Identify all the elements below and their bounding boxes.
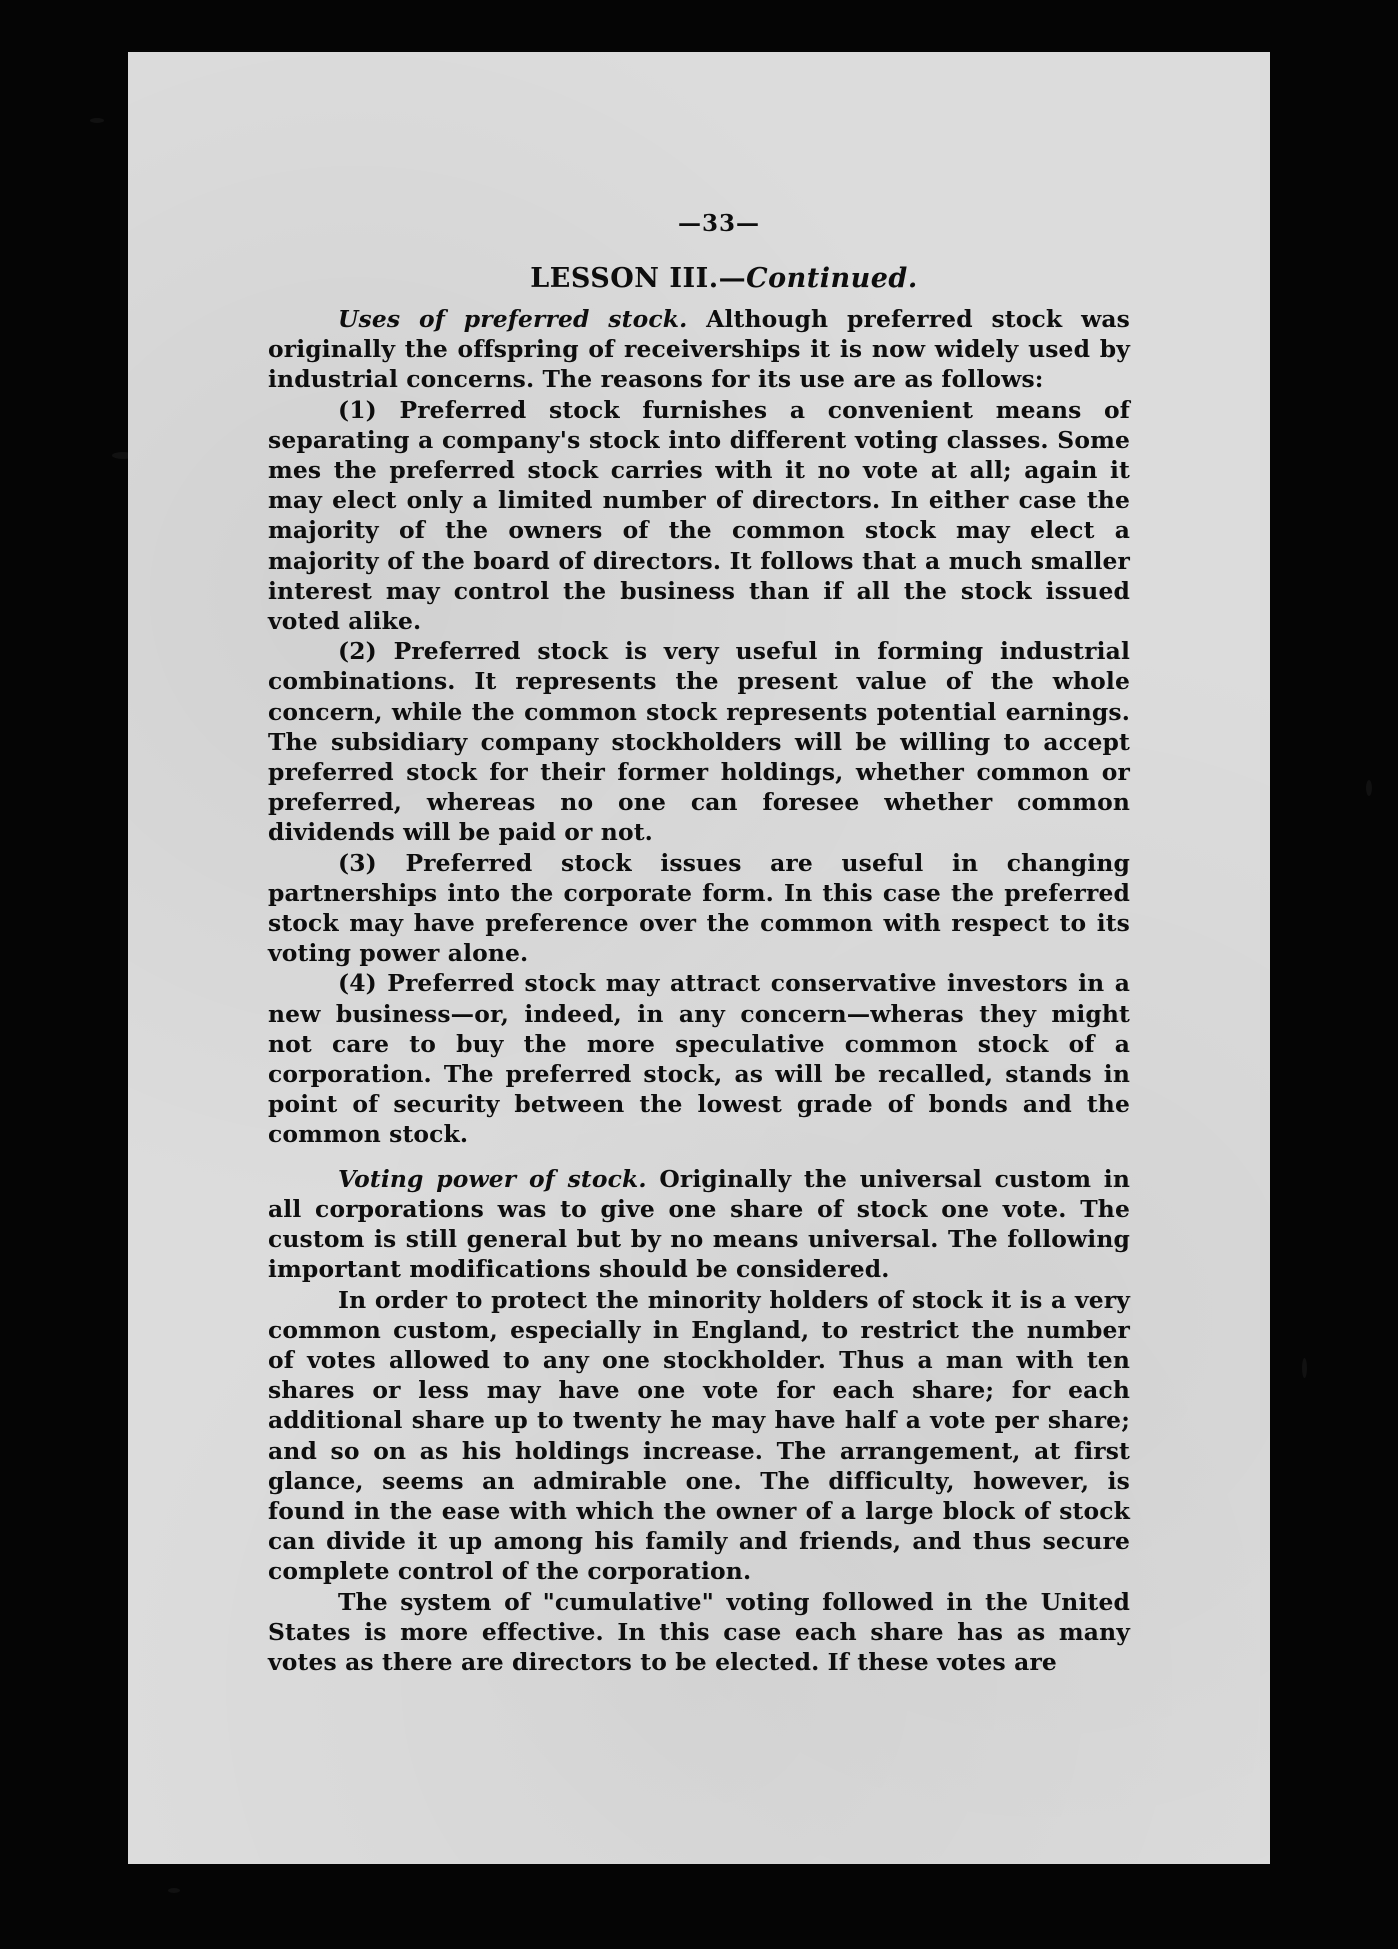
paragraph-point-1 <box>268 395 1130 637</box>
paragraph-text: (3) Preferred stock issues are useful in changing partnerships into the corporate form. In this case the preferred stock may have preference over the common with respect to its voting power alone. <box>268 848 1130 968</box>
paragraph-text: (4) Preferred stock may attract conservative investors in a new business—or, indeed, in any concern—wheras they might not care to buy the more speculative common stock of a corporation. The preferred stock, as will be recalled, stands in point of security between the lowest grade of bonds and the common stock. <box>268 969 1130 1149</box>
paragraph-text: In order to protect the minority holders of stock it is a very common custom, especially in England, to restrict the number of votes allowed to any one stockholder. Thus a man with ten shares or less may have one vote for each share; for each additional share up to twenty he may have half a vote per share; and so on as his holdings increase. The arrangement, at first glance, seems an admirable one. The difficulty, however, is found in the ease with which the owner of a large block of stock can divide it up among his family and friends, and thus secure complete control of the corporation. <box>268 1285 1130 1586</box>
page-text <box>268 210 1130 1677</box>
page-number: —33— <box>677 210 760 237</box>
scanned-page <box>128 52 1270 1864</box>
run-in-heading: Uses of preferred stock. <box>338 305 688 333</box>
paragraph-text: Originally the universal custom in all corporations was to give one share of stock one vote. The custom is still general but by no means universal. The following important modifications should be considered. <box>268 1164 1130 1284</box>
paragraph-minority-holders <box>268 1285 1130 1587</box>
paragraph-text: (1) Preferred stock furnishes a convenient means of separating a company's stock into different voting classes. Some mes the preferred stock carries with it no vote at all; again it may elect only a limited number of directors. In either case the majority of the owners of the common stock may elect a majority of the board of directors. It follows that a much smaller interest may control the business than if all the stock issued voted alike. <box>268 395 1130 636</box>
paragraph-uses-of-preferred-stock <box>268 304 1130 395</box>
lesson-heading-continued: Continued. <box>746 263 918 294</box>
run-in-heading: Voting power of stock. <box>338 1164 647 1193</box>
scan-speck <box>1302 1358 1307 1378</box>
scan-speck <box>90 118 104 123</box>
lesson-heading-main: LESSON III.— <box>530 263 747 294</box>
paragraph-point-2 <box>268 636 1130 847</box>
paragraph-text: Although preferred stock was originally the offspring of receiverships it is now widely used by industrial concerns. The reasons for its use are as follows: <box>268 305 1130 394</box>
scan-speck <box>168 1888 180 1893</box>
paragraph-text: (2) Preferred stock is very useful in forming industrial combinations. It represents the present value of the whole concern, while the common stock represents potential earnings. The subsidiary company stockholders will be willing to accept preferred stock for their former holdings, whether common or preferred, whereas no one can foresee whether common dividends will be paid or not. <box>268 637 1130 847</box>
scan-speck <box>1366 780 1372 796</box>
paragraph-cumulative-voting <box>268 1587 1130 1678</box>
paragraph-point-4 <box>268 968 1130 1149</box>
paragraph-text: The system of "cumulative" voting followed in the United States is more effective. In this case each share has as many votes as there are directors to be elected. If these votes are <box>268 1587 1130 1676</box>
lesson-heading <box>268 263 1130 294</box>
paragraph-point-3 <box>268 848 1130 969</box>
paragraph-voting-power-of-stock <box>268 1164 1130 1285</box>
